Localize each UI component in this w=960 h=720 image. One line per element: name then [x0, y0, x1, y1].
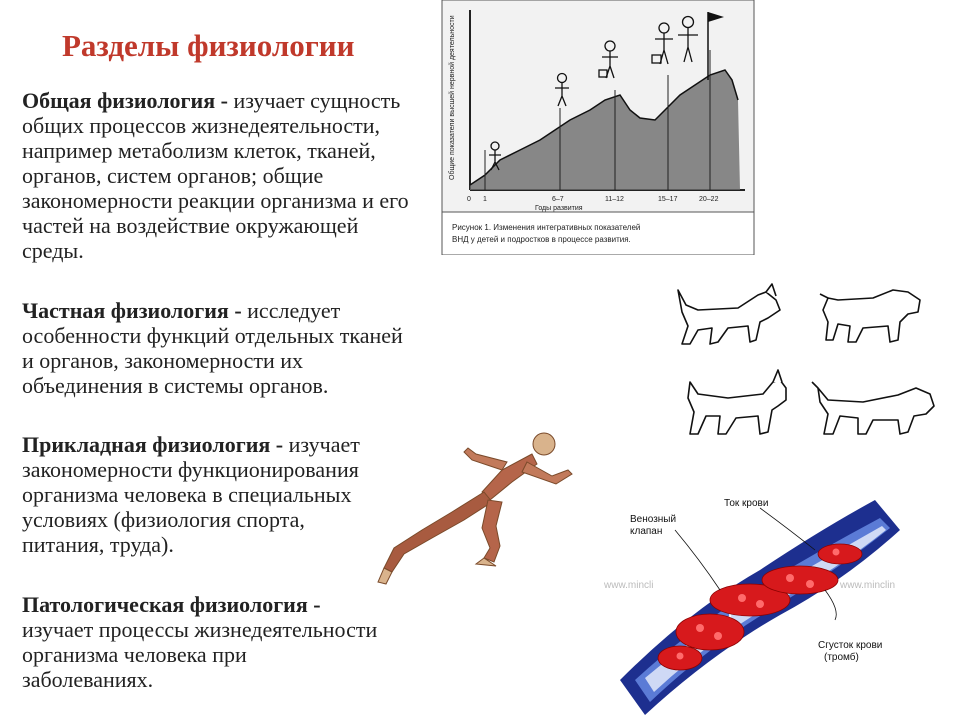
graph-tick: 15–17: [658, 196, 678, 203]
dog-sketch-3: [688, 370, 786, 434]
graph-tick: 11–12: [605, 196, 624, 203]
section-text: изучает закономерности функционирования организма человека в специальных условиях (физиология спорта, питания, труда).: [22, 432, 360, 557]
label-venous-valve-line1: Венозный: [630, 514, 677, 525]
section-text: изучает сущность общих процессов жизнедеятельности, например метаболизм клеток, тканей, органов, систем органов; общие закономерности реакции организма и его частей на воздействие окружающей среды.: [22, 88, 409, 263]
section-general-physiology: [22, 88, 412, 263]
section-term: Частная физиология -: [22, 298, 242, 323]
label-blood-flow: Ток крови: [724, 498, 769, 509]
graph-tick: 20–22: [699, 196, 719, 203]
running-muscle-figure: [372, 430, 582, 590]
label-clot-line2: (тромб): [824, 652, 859, 663]
graph-caption-line1: Рисунок 1. Изменения интегративных показателей: [452, 223, 641, 232]
dog-sketch-1: [678, 284, 780, 344]
graph-tick: 6–7: [552, 196, 564, 203]
dogs-sketch-figure: [668, 270, 943, 452]
watermark-right: www.minclin: [840, 580, 896, 591]
development-graph-figure: [440, 0, 756, 255]
section-special-physiology: [22, 298, 407, 398]
graph-tick: 1: [483, 196, 487, 203]
section-term: Общая физиология -: [22, 88, 228, 113]
label-venous-valve-line2: клапан: [630, 526, 663, 537]
section-pathological-physiology: [22, 592, 382, 692]
graph-ylabel: Общие показатели высшей нервной деятельности: [449, 15, 456, 180]
graph-xlabel: Годы развития: [535, 205, 583, 212]
section-text: изучает процессы жизнедеятельности организма человека при заболеваниях.: [22, 617, 378, 692]
watermark-left: www.mincli: [604, 580, 654, 591]
section-text: исследует особенности функций отдельных тканей и органов, закономерности их объединения в системы органов.: [22, 298, 403, 398]
section-term: Патологическая физиология -: [22, 592, 321, 617]
label-clot-line1: Сгусток крови: [818, 640, 883, 651]
graph-tick: 0: [467, 196, 471, 203]
page-title: Разделы физиологии: [62, 28, 355, 63]
dog-sketch-4: [812, 382, 934, 434]
graph-caption-line2: ВНД у детей и подростков в процессе развития.: [452, 235, 631, 244]
section-term: Прикладная физиология -: [22, 432, 284, 457]
vein-thrombus-figure: [600, 490, 910, 720]
dog-sketch-2: [820, 290, 920, 342]
section-applied-physiology: [22, 432, 367, 557]
